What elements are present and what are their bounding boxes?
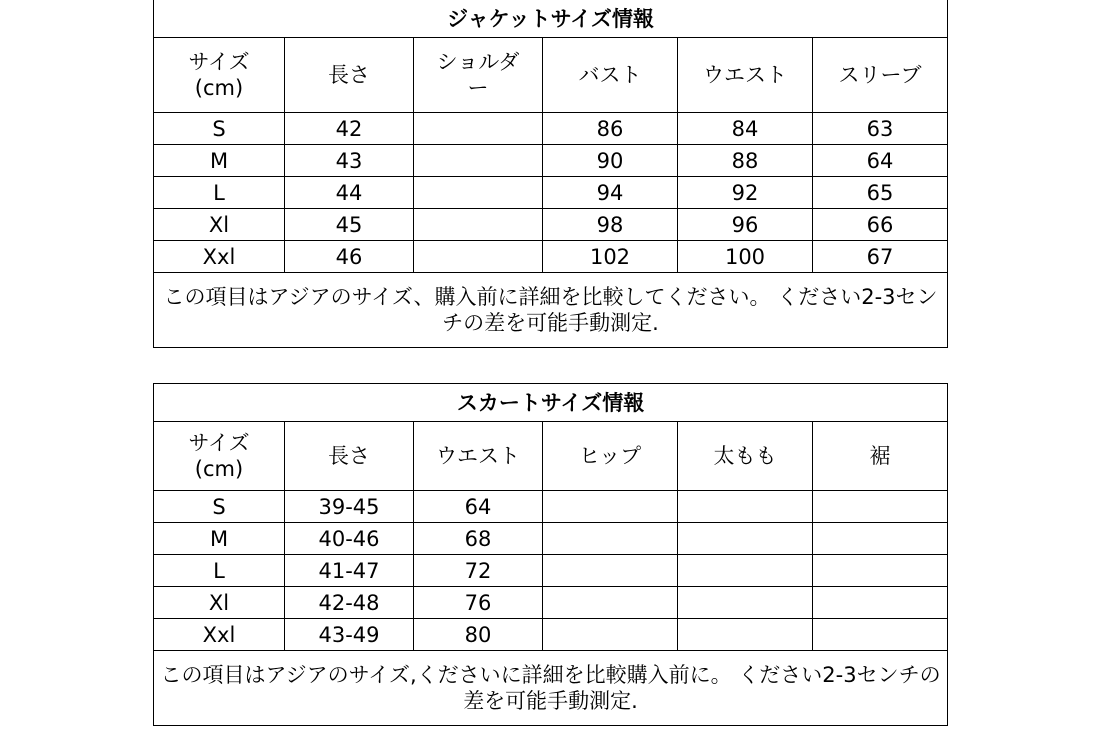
header-size-unit: (cm): [194, 457, 244, 481]
waist-cell: 100: [678, 241, 813, 273]
waist-cell: 92: [678, 177, 813, 209]
jacket-size-table: [153, 0, 948, 348]
jacket-size-note: この項目はアジアのサイズ、購入前に詳細を比較してください。 ください2-3センチの差を可能手動測定.: [154, 273, 948, 348]
thigh-cell: [678, 523, 813, 555]
size-cell: L: [154, 177, 285, 209]
size-cell: L: [154, 555, 285, 587]
header-sleeve: スリーブ: [813, 38, 948, 113]
size-cell: S: [154, 113, 285, 145]
thigh-cell: [678, 491, 813, 523]
hem-cell: [813, 587, 948, 619]
hem-cell: [813, 523, 948, 555]
size-cell: M: [154, 523, 285, 555]
header-size: [154, 38, 285, 113]
thigh-cell: [678, 587, 813, 619]
waist-cell: 64: [414, 491, 543, 523]
table-row: [154, 177, 948, 209]
table-row: [154, 145, 948, 177]
bust-cell: 94: [543, 177, 678, 209]
length-cell: 39-45: [285, 491, 414, 523]
table-row: [154, 113, 948, 145]
hip-cell: [543, 523, 678, 555]
waist-cell: 76: [414, 587, 543, 619]
hem-cell: [813, 619, 948, 651]
size-cell: S: [154, 491, 285, 523]
waist-cell: 68: [414, 523, 543, 555]
length-cell: 46: [285, 241, 414, 273]
waist-cell: 84: [678, 113, 813, 145]
hip-cell: [543, 555, 678, 587]
sleeve-cell: 64: [813, 145, 948, 177]
length-cell: 42-48: [285, 587, 414, 619]
size-cell: Xl: [154, 209, 285, 241]
length-cell: 44: [285, 177, 414, 209]
header-thigh: 太もも: [678, 422, 813, 491]
header-size: [154, 422, 285, 491]
table-row: [154, 619, 948, 651]
header-hem: 裾: [813, 422, 948, 491]
size-cell: Xxl: [154, 241, 285, 273]
shoulder-cell: [414, 177, 543, 209]
thigh-cell: [678, 619, 813, 651]
hip-cell: [543, 619, 678, 651]
table-row: [154, 523, 948, 555]
header-size-unit: (cm): [194, 76, 244, 100]
skirt-size-table: [153, 383, 948, 726]
skirt-size-note: この項目はアジアのサイズ,くださいに詳細を比較購入前に。 ください2-3センチの差を可能手動測定.: [154, 651, 948, 726]
sleeve-cell: 67: [813, 241, 948, 273]
size-cell: M: [154, 145, 285, 177]
header-hip: ヒップ: [543, 422, 678, 491]
size-cell: Xl: [154, 587, 285, 619]
sleeve-cell: 63: [813, 113, 948, 145]
bust-cell: 86: [543, 113, 678, 145]
header-length: 長さ: [285, 38, 414, 113]
table-row: [154, 555, 948, 587]
header-length: 長さ: [285, 422, 414, 491]
sleeve-cell: 66: [813, 209, 948, 241]
length-cell: 42: [285, 113, 414, 145]
bust-cell: 90: [543, 145, 678, 177]
size-cell: Xxl: [154, 619, 285, 651]
table-row: [154, 241, 948, 273]
length-cell: 43-49: [285, 619, 414, 651]
skirt-table-title: スカートサイズ情報: [154, 384, 948, 422]
header-size-label: サイズ: [188, 431, 250, 455]
table-row: [154, 491, 948, 523]
header-waist: ウエスト: [414, 422, 543, 491]
bust-cell: 98: [543, 209, 678, 241]
shoulder-cell: [414, 241, 543, 273]
waist-cell: 80: [414, 619, 543, 651]
header-waist: ウエスト: [678, 38, 813, 113]
header-bust: バスト: [543, 38, 678, 113]
jacket-table-title: ジャケットサイズ情報: [154, 0, 948, 38]
hem-cell: [813, 555, 948, 587]
bust-cell: 102: [543, 241, 678, 273]
shoulder-cell: [414, 113, 543, 145]
hip-cell: [543, 491, 678, 523]
length-cell: 40-46: [285, 523, 414, 555]
sleeve-cell: 65: [813, 177, 948, 209]
table-row: [154, 587, 948, 619]
header-size-label: サイズ: [188, 50, 250, 74]
length-cell: 41-47: [285, 555, 414, 587]
thigh-cell: [678, 555, 813, 587]
hip-cell: [543, 587, 678, 619]
length-cell: 43: [285, 145, 414, 177]
table-row: [154, 209, 948, 241]
shoulder-cell: [414, 209, 543, 241]
waist-cell: 72: [414, 555, 543, 587]
waist-cell: 88: [678, 145, 813, 177]
hem-cell: [813, 491, 948, 523]
shoulder-cell: [414, 145, 543, 177]
length-cell: 45: [285, 209, 414, 241]
header-shoulder: ショルダー: [414, 38, 543, 113]
waist-cell: 96: [678, 209, 813, 241]
